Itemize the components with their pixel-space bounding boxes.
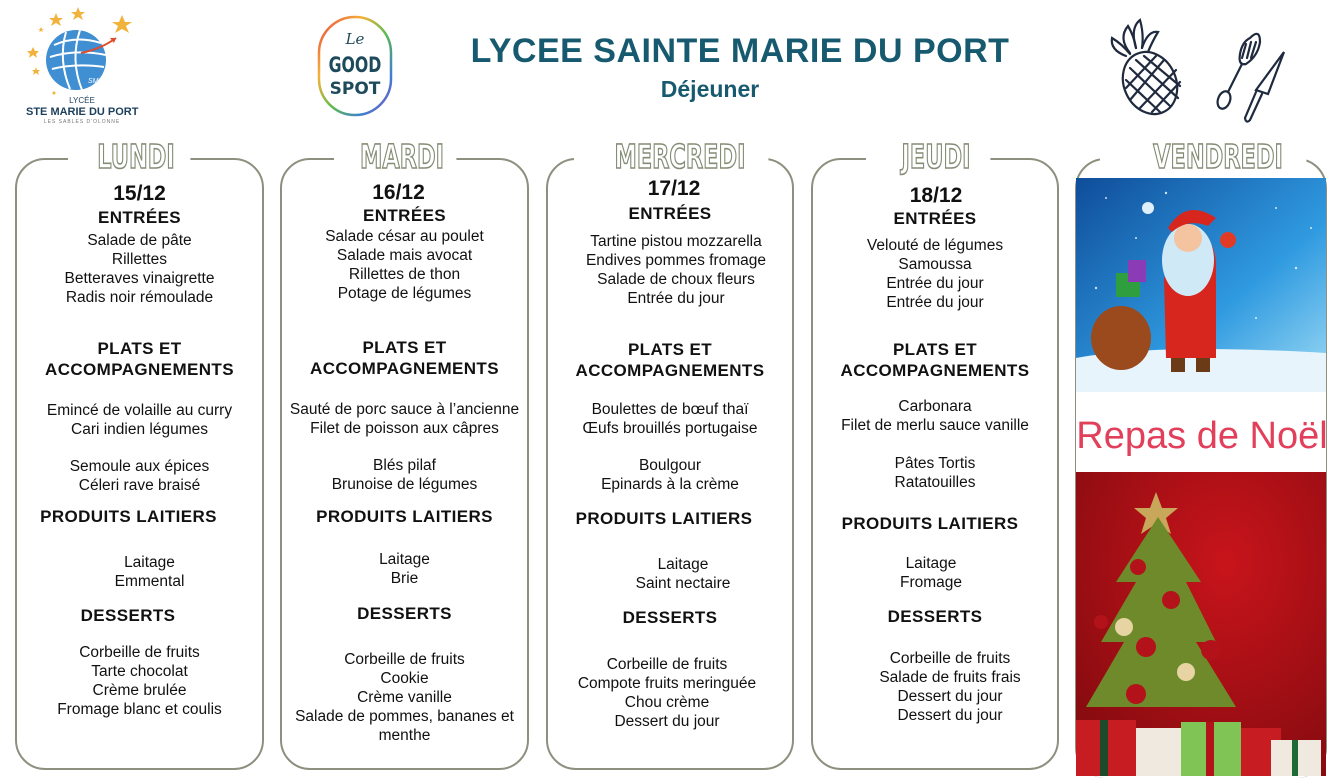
menu-item: Entrée du jour <box>886 275 984 292</box>
menu-column-lundi <box>17 182 262 719</box>
pineapple-utensils-icon <box>1100 8 1290 124</box>
day-label-jeudi: JEUDI <box>882 136 991 178</box>
good-spot-le: Le <box>345 30 365 48</box>
menu-column-mardi <box>282 181 527 745</box>
menu-item: Endives pommes fromage <box>585 252 767 269</box>
menu-item: Chou crème <box>624 694 710 711</box>
menu-item: Emincé de volaille au curry <box>46 402 233 419</box>
plats-heading-2: ACCOMPAGNEMENTS <box>575 361 765 380</box>
menu-item: Salade mais avocat <box>336 247 473 264</box>
good-spot-logo <box>316 14 394 118</box>
good-spot-spot: SPOT <box>329 79 381 99</box>
laitiers-heading: PRODUITS LAITIERS <box>40 507 217 526</box>
desserts-heading: DESSERTS <box>357 604 452 623</box>
plats-heading: PLATS ET <box>892 340 978 359</box>
menu-item: Tartine pistou mozzarella <box>590 233 762 250</box>
menu-item: Samoussa <box>898 256 972 273</box>
desserts-heading: DESSERTS <box>887 607 983 626</box>
menu-item: Corbeille de fruits <box>79 644 200 661</box>
entrees-heading: ENTRÉES <box>893 209 977 228</box>
plats-heading-2: ACCOMPAGNEMENTS <box>45 360 234 379</box>
entrees-heading: ENTRÉES <box>628 204 712 223</box>
menu-item: Fromage blanc et coulis <box>57 701 222 718</box>
menu-item: Dessert du jour <box>897 707 1003 724</box>
menu-item: Fromage <box>899 574 963 591</box>
menu-item: Crème vanille <box>357 689 452 706</box>
page-title: LYCEE SAINTE MARIE DU PORT <box>470 32 1010 70</box>
santa-claus-image <box>1076 178 1326 392</box>
menu-item: Corbeille de fruits <box>889 650 1011 667</box>
menu-item: Dessert du jour <box>897 688 1003 705</box>
menu-item: Laitage <box>379 551 430 568</box>
menu-item: Semoule aux épices <box>69 458 210 475</box>
menu-item: Salade de fruits frais <box>879 669 1021 686</box>
menu-item: Velouté de légumes <box>866 237 1004 254</box>
globe-text: SMP <box>88 78 104 85</box>
globe-stars-icon <box>26 5 138 95</box>
day-label-mardi: MARDI <box>348 136 457 178</box>
menu-item: Cookie <box>380 670 429 687</box>
plats-heading-2: ACCOMPAGNEMENTS <box>840 361 1030 380</box>
menu-item: Laitage <box>124 554 175 571</box>
menu-item: Dessert du jour <box>614 713 720 730</box>
menu-item: menthe <box>378 727 431 744</box>
menu-item: Potage de légumes <box>337 285 472 302</box>
entrees-heading: ENTRÉES <box>362 206 447 225</box>
menu-column-mercredi <box>548 177 792 731</box>
menu-item: Entrée du jour <box>886 294 984 311</box>
good-spot-badge-icon <box>316 14 394 118</box>
lycee-logo-line3: LES SABLES D'OLONNE <box>43 119 121 125</box>
laitiers-heading: PRODUITS LAITIERS <box>841 514 1019 533</box>
menu-item: Saint nectaire <box>635 575 731 592</box>
day-label-lundi: LUNDI <box>82 136 191 178</box>
entrees-heading: ENTRÉES <box>97 208 182 227</box>
menu-item: Filet de merlu sauce vanille <box>841 417 1029 434</box>
santa-claus-icon <box>1076 178 1326 392</box>
day-date: 18/12 <box>909 184 963 207</box>
day-label-vendredi: VENDREDI <box>1130 136 1307 178</box>
menu-item: Salade césar au poulet <box>325 228 484 245</box>
menu-item: Œufs brouillés portugaise <box>582 420 758 437</box>
menu-column-jeudi <box>813 184 1057 725</box>
plats-heading: PLATS ET <box>97 339 182 358</box>
menu-item: Brunoise de légumes <box>331 476 478 493</box>
laitiers-heading: PRODUITS LAITIERS <box>316 507 493 526</box>
menu-item: Corbeille de fruits <box>606 656 728 673</box>
desserts-heading: DESSERTS <box>80 606 176 625</box>
day-date: 15/12 <box>113 182 166 205</box>
desserts-heading: DESSERTS <box>622 608 718 627</box>
entrees-list <box>17 231 262 307</box>
menu-item: Boulettes de bœuf thaï <box>591 401 749 418</box>
menu-item: Ratatouilles <box>894 474 976 491</box>
kitchen-doodles <box>1100 8 1290 124</box>
menu-item: Salade de pommes, bananes et <box>295 708 514 725</box>
menu-item: Epinards à la crème <box>601 476 739 493</box>
menu-item: Brie <box>390 570 419 587</box>
menu-item: Rillettes <box>111 251 168 268</box>
meal-subtitle: Déjeuner <box>660 76 760 102</box>
menu-item: Tarte chocolat <box>91 663 188 680</box>
laitiers-heading: PRODUITS LAITIERS <box>575 509 753 528</box>
lycee-logo <box>26 5 138 129</box>
day-date: 16/12 <box>372 181 425 204</box>
menu-item: Radis noir rémoulade <box>65 289 214 306</box>
menu-item: Emmental <box>114 573 185 590</box>
menu-item: Filet de poisson aux câpres <box>310 420 499 437</box>
plats-heading-2: ACCOMPAGNEMENTS <box>310 359 499 378</box>
menu-item: Crème brulée <box>92 682 187 699</box>
good-spot-good: GOOD <box>328 53 382 78</box>
menu-item: Carbonara <box>898 398 972 415</box>
menu-item: Salade de pâte <box>87 232 192 249</box>
menu-item: Pâtes Tortis <box>894 455 976 472</box>
menu-item: Compote fruits meringuée <box>577 675 757 692</box>
menu-item: Boulgour <box>638 457 702 474</box>
plats-heading: PLATS ET <box>627 340 713 359</box>
menu-item: Cari indien légumes <box>71 421 208 438</box>
menu-item: Salade de choux fleurs <box>597 271 755 288</box>
christmas-tree-image <box>1076 472 1326 776</box>
day-label-mercredi: MERCREDI <box>592 136 769 178</box>
christmas-tree-icon <box>1076 472 1326 776</box>
lycee-logo-line1: LYCÉE <box>69 96 95 105</box>
menu-item: Sauté de porc sauce à l’ancienne <box>289 401 520 418</box>
menu-item: Entrée du jour <box>627 290 725 307</box>
menu-item: Laitage <box>657 556 709 573</box>
menu-item: Corbeille de fruits <box>344 651 465 668</box>
christmas-meal-label: Repas de Noël <box>1076 415 1328 457</box>
menu-item: Rillettes de thon <box>348 266 461 283</box>
plats-heading: PLATS ET <box>362 338 447 357</box>
menu-item: Laitage <box>905 555 957 572</box>
lycee-logo-line2: STE MARIE DU PORT <box>26 106 139 118</box>
menu-item: Betteraves vinaigrette <box>64 270 215 287</box>
menu-item: Blés pilaf <box>373 457 436 474</box>
day-date: 17/12 <box>647 177 701 200</box>
menu-item: Céleri rave braisé <box>78 477 201 494</box>
